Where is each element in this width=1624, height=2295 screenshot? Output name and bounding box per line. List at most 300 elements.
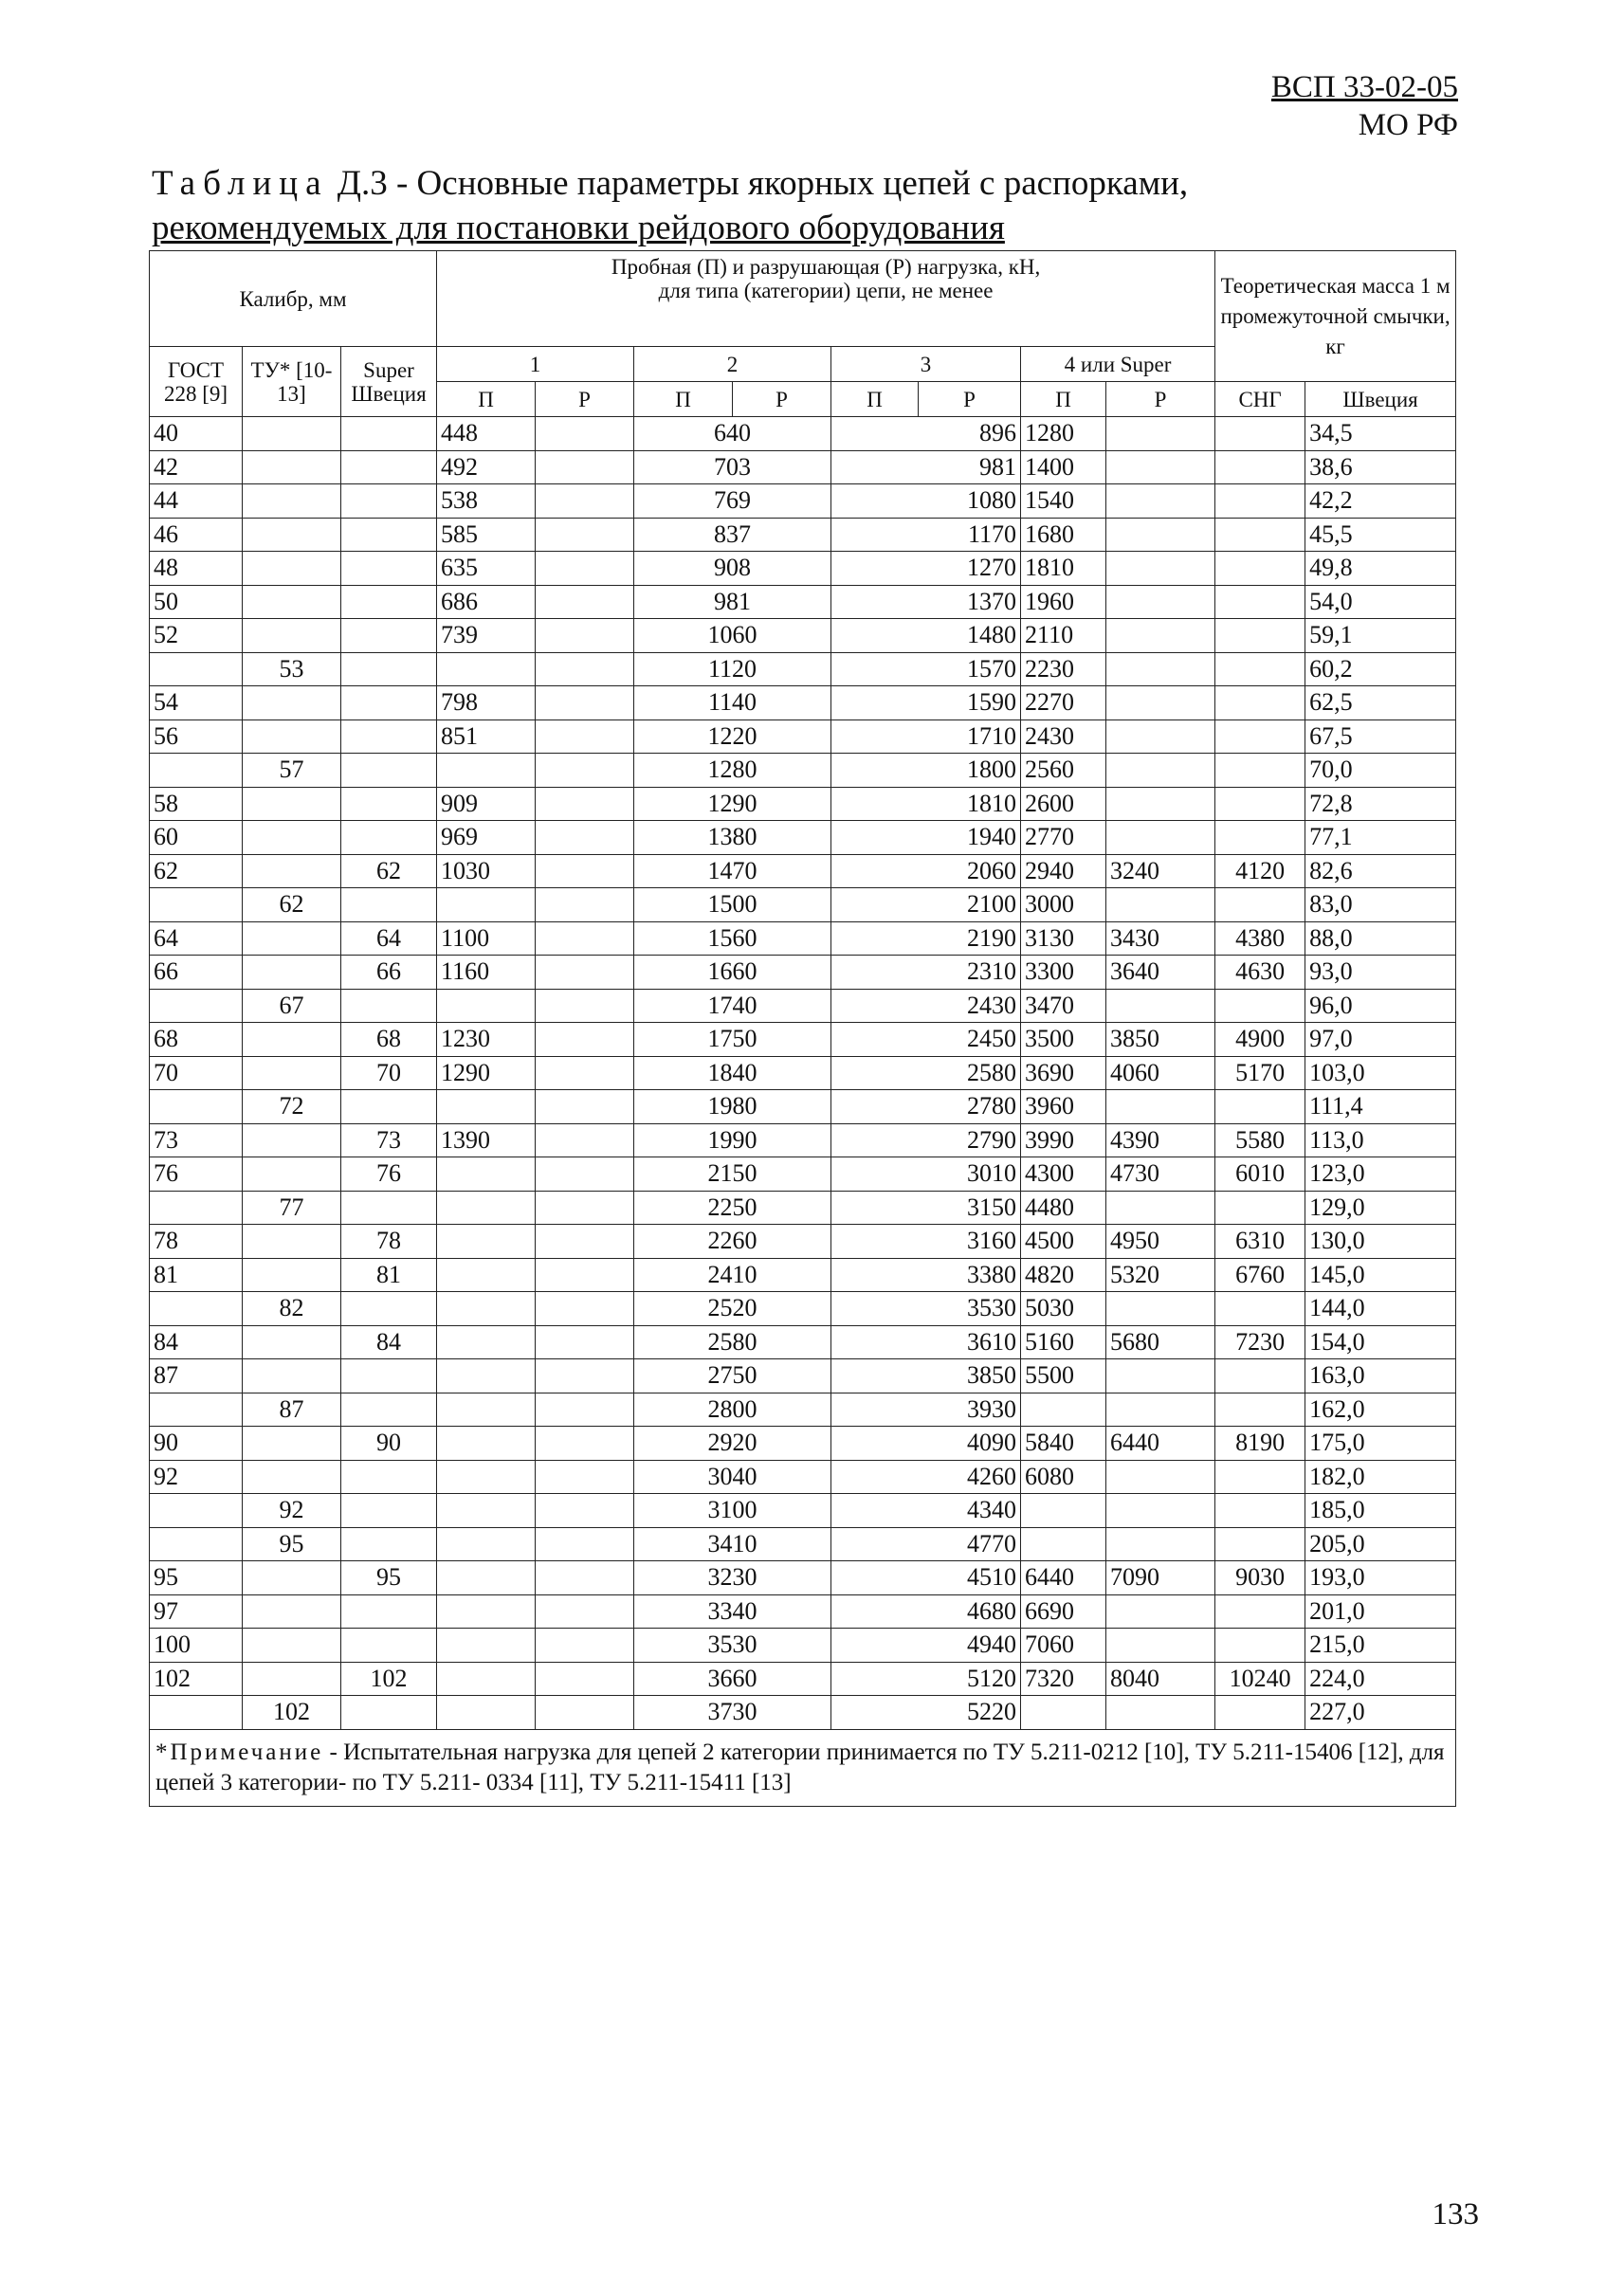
- cell-tu: 67: [243, 989, 341, 1023]
- cell-gap1: [536, 417, 634, 451]
- cell-r4: [1215, 552, 1305, 586]
- cell-r1-p2: 1060: [634, 619, 831, 653]
- cell-p1: 1030: [437, 854, 536, 888]
- cell-r2-p3: 4510: [831, 1561, 1021, 1595]
- cell-r3: 1810: [1021, 552, 1106, 586]
- cell-p4: [1106, 719, 1215, 754]
- cell-r4: [1215, 1494, 1305, 1528]
- cell-r1-p2: 908: [634, 552, 831, 586]
- cell-r3: 4500: [1021, 1225, 1106, 1259]
- table-row: [150, 989, 1456, 1023]
- cell-gost: 84: [150, 1325, 243, 1359]
- cell-gost: 64: [150, 921, 243, 956]
- table-row: [150, 1292, 1456, 1326]
- cell-super: 78: [341, 1225, 437, 1259]
- cell-gap1: [536, 686, 634, 720]
- cell-gost: 76: [150, 1157, 243, 1192]
- table-note: [150, 1729, 1456, 1806]
- cell-p4: 4730: [1106, 1157, 1215, 1192]
- cell-tu: [243, 417, 341, 451]
- tu-column-header: ТУ* [10-13]: [243, 347, 341, 417]
- gost-column-header: ГОСТ 228 [9]: [150, 347, 243, 417]
- cell-p4: [1106, 1696, 1215, 1730]
- cell-r4: 10240: [1215, 1662, 1305, 1696]
- cell-r3: [1021, 1527, 1106, 1561]
- cell-p1: [437, 1460, 536, 1494]
- cell-r1-p2: 2260: [634, 1225, 831, 1259]
- cell-tu: [243, 585, 341, 619]
- cell-r1-p2: 1280: [634, 754, 831, 788]
- table-row: [150, 1225, 1456, 1259]
- cell-r2-p3: 5120: [831, 1662, 1021, 1696]
- load-header-line1: Пробная (П) и разрушающая (Р) нагрузка, кН,: [611, 255, 1041, 279]
- table-row: [150, 1393, 1456, 1427]
- cell-p4: [1106, 1460, 1215, 1494]
- cell-gap1: [536, 1662, 634, 1696]
- cell-sng: 193,0: [1305, 1561, 1456, 1595]
- cell-sng: 59,1: [1305, 619, 1456, 653]
- table-row: [150, 552, 1456, 586]
- cell-r4: 7230: [1215, 1325, 1305, 1359]
- cell-tu: [243, 1325, 341, 1359]
- cell-sng: 123,0: [1305, 1157, 1456, 1192]
- table-row: [150, 686, 1456, 720]
- table-row: [150, 1427, 1456, 1461]
- cell-r3: [1021, 1696, 1106, 1730]
- cell-r1-p2: 1660: [634, 956, 831, 990]
- cell-gap1: [536, 1629, 634, 1663]
- mass-group-header: Теоретическая масса 1 м промежуточной смычки, кг: [1215, 251, 1456, 382]
- cell-super: [341, 1090, 437, 1124]
- cell-p1: [437, 1325, 536, 1359]
- cell-sng: 60,2: [1305, 652, 1456, 686]
- cell-gost: 70: [150, 1056, 243, 1090]
- cell-super: [341, 518, 437, 552]
- cell-r2-p3: 3010: [831, 1157, 1021, 1192]
- cell-r2-p3: 2310: [831, 956, 1021, 990]
- cell-p1: [437, 1225, 536, 1259]
- cell-r2-p3: 4340: [831, 1494, 1021, 1528]
- cell-r3: 5160: [1021, 1325, 1106, 1359]
- cell-gap1: [536, 1527, 634, 1561]
- cell-r3: 2110: [1021, 619, 1106, 653]
- cell-super: [341, 552, 437, 586]
- sng-header: СНГ: [1215, 382, 1305, 417]
- cell-p1: [437, 1561, 536, 1595]
- cell-gost: 58: [150, 787, 243, 821]
- load-group-header: [437, 251, 1215, 347]
- table-row: [150, 585, 1456, 619]
- table-row: [150, 1023, 1456, 1057]
- cell-sng: 113,0: [1305, 1123, 1456, 1157]
- cell-gost: 66: [150, 956, 243, 990]
- cell-r4: 4380: [1215, 921, 1305, 956]
- cell-r2-p3: 4260: [831, 1460, 1021, 1494]
- cell-gost: 90: [150, 1427, 243, 1461]
- cell-gap1: [536, 1090, 634, 1124]
- cell-p4: [1106, 585, 1215, 619]
- cell-r4: [1215, 754, 1305, 788]
- cell-gost: 52: [150, 619, 243, 653]
- cell-p4: 3850: [1106, 1023, 1215, 1057]
- cell-gap1: [536, 1325, 634, 1359]
- cell-p4: 6440: [1106, 1427, 1215, 1461]
- cell-r2-p3: 4770: [831, 1527, 1021, 1561]
- cell-gost: 81: [150, 1258, 243, 1292]
- cell-gost: 95: [150, 1561, 243, 1595]
- cell-r1-p2: 3230: [634, 1561, 831, 1595]
- cell-r2-p3: 1590: [831, 686, 1021, 720]
- cell-sng: 185,0: [1305, 1494, 1456, 1528]
- cell-r1-p2: 3410: [634, 1527, 831, 1561]
- cell-super: [341, 1359, 437, 1393]
- cell-p4: [1106, 417, 1215, 451]
- cell-gap1: [536, 821, 634, 855]
- cell-p1: 1160: [437, 956, 536, 990]
- cell-r3: 1280: [1021, 417, 1106, 451]
- cell-r2-p3: 2790: [831, 1123, 1021, 1157]
- cell-sng: 96,0: [1305, 989, 1456, 1023]
- cell-sng: 201,0: [1305, 1594, 1456, 1629]
- cell-r2-p3: 3530: [831, 1292, 1021, 1326]
- cell-sng: 45,5: [1305, 518, 1456, 552]
- cell-r2-p3: 1710: [831, 719, 1021, 754]
- cell-r2-p3: 1080: [831, 484, 1021, 519]
- cell-super: [341, 1629, 437, 1663]
- cell-r3: 3690: [1021, 1056, 1106, 1090]
- cell-super: [341, 417, 437, 451]
- cell-r3: 3960: [1021, 1090, 1106, 1124]
- cell-r4: [1215, 619, 1305, 653]
- cell-r4: 6010: [1215, 1157, 1305, 1192]
- cell-r3: [1021, 1393, 1106, 1427]
- cell-p4: 4060: [1106, 1056, 1215, 1090]
- cell-r2-p3: 1940: [831, 821, 1021, 855]
- cell-r2-p3: 2190: [831, 921, 1021, 956]
- cell-p1: 1230: [437, 1023, 536, 1057]
- cell-r4: [1215, 1527, 1305, 1561]
- cell-super: 73: [341, 1123, 437, 1157]
- cell-gap1: [536, 1696, 634, 1730]
- cell-r3: 7320: [1021, 1662, 1106, 1696]
- cell-p4: [1106, 1494, 1215, 1528]
- cell-p1: 448: [437, 417, 536, 451]
- r1-header: Р: [536, 382, 634, 417]
- cell-tu: 95: [243, 1527, 341, 1561]
- cell-r2-p3: 896: [831, 417, 1021, 451]
- cell-super: 84: [341, 1325, 437, 1359]
- table-word: Таблица: [152, 164, 329, 203]
- cell-r1-p2: 1470: [634, 854, 831, 888]
- caption-line2: рекомендуемых для постановки рейдового оборудования: [152, 209, 1005, 247]
- cell-r3: 5840: [1021, 1427, 1106, 1461]
- table-row: [150, 1157, 1456, 1192]
- cell-gap1: [536, 585, 634, 619]
- cell-tu: [243, 1023, 341, 1057]
- table-row: [150, 1460, 1456, 1494]
- cell-sng: 67,5: [1305, 719, 1456, 754]
- cell-gap1: [536, 1561, 634, 1595]
- cell-tu: [243, 1594, 341, 1629]
- table-row: [150, 1527, 1456, 1561]
- cell-p1: [437, 1527, 536, 1561]
- table-row: [150, 754, 1456, 788]
- cell-sng: 72,8: [1305, 787, 1456, 821]
- cell-sng: 215,0: [1305, 1629, 1456, 1663]
- cell-tu: 92: [243, 1494, 341, 1528]
- cell-gap1: [536, 652, 634, 686]
- cell-p1: 585: [437, 518, 536, 552]
- cell-tu: [243, 450, 341, 484]
- table-row: [150, 1696, 1456, 1730]
- cell-r4: [1215, 888, 1305, 922]
- table-row: [150, 888, 1456, 922]
- cell-super: 90: [341, 1427, 437, 1461]
- cell-sng: 205,0: [1305, 1527, 1456, 1561]
- table-row: [150, 652, 1456, 686]
- cell-r3: 6440: [1021, 1561, 1106, 1595]
- cell-tu: [243, 552, 341, 586]
- cell-r4: 6760: [1215, 1258, 1305, 1292]
- cell-r4: 5170: [1215, 1056, 1305, 1090]
- cell-sng: 77,1: [1305, 821, 1456, 855]
- cell-p4: [1106, 518, 1215, 552]
- cell-r1-p2: 981: [634, 585, 831, 619]
- cell-p1: [437, 1696, 536, 1730]
- cell-sng: 130,0: [1305, 1225, 1456, 1259]
- cell-r1-p2: 1740: [634, 989, 831, 1023]
- table-row: [150, 854, 1456, 888]
- cell-sng: 97,0: [1305, 1023, 1456, 1057]
- note-prefix: *Примечание: [155, 1739, 324, 1765]
- cell-super: [341, 1494, 437, 1528]
- cell-p1: 492: [437, 450, 536, 484]
- table-row: [150, 1359, 1456, 1393]
- cell-p1: 909: [437, 787, 536, 821]
- cell-super: [341, 787, 437, 821]
- cell-gost: [150, 989, 243, 1023]
- cell-p1: [437, 754, 536, 788]
- table-row: [150, 719, 1456, 754]
- cell-r3: 4480: [1021, 1191, 1106, 1225]
- cell-r4: [1215, 1359, 1305, 1393]
- p1-header: П: [437, 382, 536, 417]
- cell-r1-p2: 2750: [634, 1359, 831, 1393]
- cell-r1-p2: 1980: [634, 1090, 831, 1124]
- cell-tu: 77: [243, 1191, 341, 1225]
- cell-gost: [150, 1494, 243, 1528]
- cell-tu: 57: [243, 754, 341, 788]
- cell-r1-p2: 1500: [634, 888, 831, 922]
- cell-gap1: [536, 787, 634, 821]
- cell-super: [341, 484, 437, 519]
- cell-p4: 4950: [1106, 1225, 1215, 1259]
- cell-p4: [1106, 652, 1215, 686]
- cell-p1: 1290: [437, 1056, 536, 1090]
- cell-p4: [1106, 686, 1215, 720]
- note-text: - Испытательная нагрузка для цепей 2 категории принимается по ТУ 5.211-0212 [10], ТУ 5.211-15406 [12], для цепей 3 категории- по ТУ 5.211- 0334 [11], ТУ 5.211-15411 [13]: [155, 1739, 1445, 1795]
- cell-r4: [1215, 484, 1305, 519]
- cell-r1-p2: 3340: [634, 1594, 831, 1629]
- cell-super: 64: [341, 921, 437, 956]
- table-row: [150, 1123, 1456, 1157]
- cell-r4: [1215, 417, 1305, 451]
- cell-r3: 1960: [1021, 585, 1106, 619]
- table-row: [150, 619, 1456, 653]
- cell-r2-p3: 1270: [831, 552, 1021, 586]
- cell-r3: 7060: [1021, 1629, 1106, 1663]
- table-row: [150, 1191, 1456, 1225]
- cell-gap1: [536, 484, 634, 519]
- page-number: 133: [1432, 2197, 1479, 2231]
- cell-r4: 4630: [1215, 956, 1305, 990]
- cell-sng: 70,0: [1305, 754, 1456, 788]
- cell-gap1: [536, 854, 634, 888]
- cell-r1-p2: 3100: [634, 1494, 831, 1528]
- cell-gap1: [536, 1427, 634, 1461]
- cell-super: [341, 1393, 437, 1427]
- cell-super: [341, 619, 437, 653]
- cell-p1: 1100: [437, 921, 536, 956]
- cell-tu: [243, 1561, 341, 1595]
- cell-super: [341, 719, 437, 754]
- cell-gap1: [536, 1292, 634, 1326]
- cell-p4: [1106, 1594, 1215, 1629]
- cell-sng: 227,0: [1305, 1696, 1456, 1730]
- cell-r3: [1021, 1494, 1106, 1528]
- cell-tu: [243, 921, 341, 956]
- cell-gap1: [536, 1460, 634, 1494]
- cell-p4: [1106, 1393, 1215, 1427]
- caliber-group-header: Калибр, мм: [150, 251, 437, 347]
- cell-r2-p3: 1810: [831, 787, 1021, 821]
- cell-gost: [150, 754, 243, 788]
- table-row: [150, 1561, 1456, 1595]
- cell-r2-p3: 2430: [831, 989, 1021, 1023]
- cell-p4: [1106, 787, 1215, 821]
- cell-r2-p3: 4090: [831, 1427, 1021, 1461]
- cell-gost: [150, 888, 243, 922]
- cell-r1-p2: 1990: [634, 1123, 831, 1157]
- cell-p1: [437, 652, 536, 686]
- caption-line1: Д.3 - Основные параметры якорных цепей с распорками,: [328, 164, 1189, 203]
- cell-p1: [437, 888, 536, 922]
- load-header-line2: для типа (категории) цепи, не менее: [658, 279, 994, 302]
- cell-r1-p2: 1290: [634, 787, 831, 821]
- cell-r3: 3130: [1021, 921, 1106, 956]
- cell-gost: [150, 1191, 243, 1225]
- cell-gost: 56: [150, 719, 243, 754]
- cell-p1: [437, 1494, 536, 1528]
- cell-gost: [150, 1292, 243, 1326]
- cell-r4: [1215, 585, 1305, 619]
- cell-r2-p3: 1800: [831, 754, 1021, 788]
- cell-p4: [1106, 1292, 1215, 1326]
- cell-tu: [243, 1258, 341, 1292]
- cell-sng: 103,0: [1305, 1056, 1456, 1090]
- cell-r1-p2: 1750: [634, 1023, 831, 1057]
- cell-tu: 87: [243, 1393, 341, 1427]
- cell-gap1: [536, 619, 634, 653]
- cell-r2-p3: 981: [831, 450, 1021, 484]
- cell-tu: [243, 619, 341, 653]
- cell-r3: 1680: [1021, 518, 1106, 552]
- cell-p4: [1106, 989, 1215, 1023]
- cell-r3: 2940: [1021, 854, 1106, 888]
- cell-super: [341, 1696, 437, 1730]
- cell-gost: 44: [150, 484, 243, 519]
- cell-gap1: [536, 1191, 634, 1225]
- cell-super: [341, 686, 437, 720]
- cell-sng: 49,8: [1305, 552, 1456, 586]
- cell-tu: [243, 1629, 341, 1663]
- cell-r2-p3: 3380: [831, 1258, 1021, 1292]
- cell-r4: 4120: [1215, 854, 1305, 888]
- cell-super: 68: [341, 1023, 437, 1057]
- cell-gap1: [536, 518, 634, 552]
- cell-super: 66: [341, 956, 437, 990]
- cell-r3: 2230: [1021, 652, 1106, 686]
- cell-super: [341, 989, 437, 1023]
- cell-r2-p3: 1170: [831, 518, 1021, 552]
- cell-r4: [1215, 1696, 1305, 1730]
- cell-r4: [1215, 1393, 1305, 1427]
- cell-r1-p2: 2920: [634, 1427, 831, 1461]
- cell-r1-p2: 1140: [634, 686, 831, 720]
- cell-super: 81: [341, 1258, 437, 1292]
- cell-sng: 88,0: [1305, 921, 1456, 956]
- table-row: [150, 956, 1456, 990]
- table-row: [150, 921, 1456, 956]
- cell-p4: [1106, 1359, 1215, 1393]
- table-row: [150, 1662, 1456, 1696]
- cell-r1-p2: 3040: [634, 1460, 831, 1494]
- table-row: [150, 1494, 1456, 1528]
- cell-gost: 78: [150, 1225, 243, 1259]
- cell-p4: [1106, 754, 1215, 788]
- cell-gap1: [536, 956, 634, 990]
- cell-tu: 102: [243, 1696, 341, 1730]
- cell-r1-p2: 3530: [634, 1629, 831, 1663]
- cell-p1: [437, 1191, 536, 1225]
- cell-r4: [1215, 1292, 1305, 1326]
- document-code: ВСП 33-02-05: [1270, 70, 1458, 104]
- cell-gap1: [536, 921, 634, 956]
- cell-r4: [1215, 1629, 1305, 1663]
- p4-header: П: [1021, 382, 1106, 417]
- cell-p4: 3430: [1106, 921, 1215, 956]
- cell-super: 76: [341, 1157, 437, 1192]
- cell-r3: 4300: [1021, 1157, 1106, 1192]
- cell-r2-p3: 4940: [831, 1629, 1021, 1663]
- cell-sng: 111,4: [1305, 1090, 1456, 1124]
- cell-p4: [1106, 484, 1215, 519]
- cell-gost: 54: [150, 686, 243, 720]
- cell-gap1: [536, 754, 634, 788]
- cell-gost: 40: [150, 417, 243, 451]
- cell-r1-p2: 1560: [634, 921, 831, 956]
- cell-tu: [243, 787, 341, 821]
- cell-p4: [1106, 1090, 1215, 1124]
- cell-p1: 1390: [437, 1123, 536, 1157]
- cell-super: 70: [341, 1056, 437, 1090]
- table-row: [150, 518, 1456, 552]
- p2-header: П: [634, 382, 733, 417]
- cell-p1: 851: [437, 719, 536, 754]
- cell-p1: 538: [437, 484, 536, 519]
- cell-p4: 5680: [1106, 1325, 1215, 1359]
- cell-sng: 182,0: [1305, 1460, 1456, 1494]
